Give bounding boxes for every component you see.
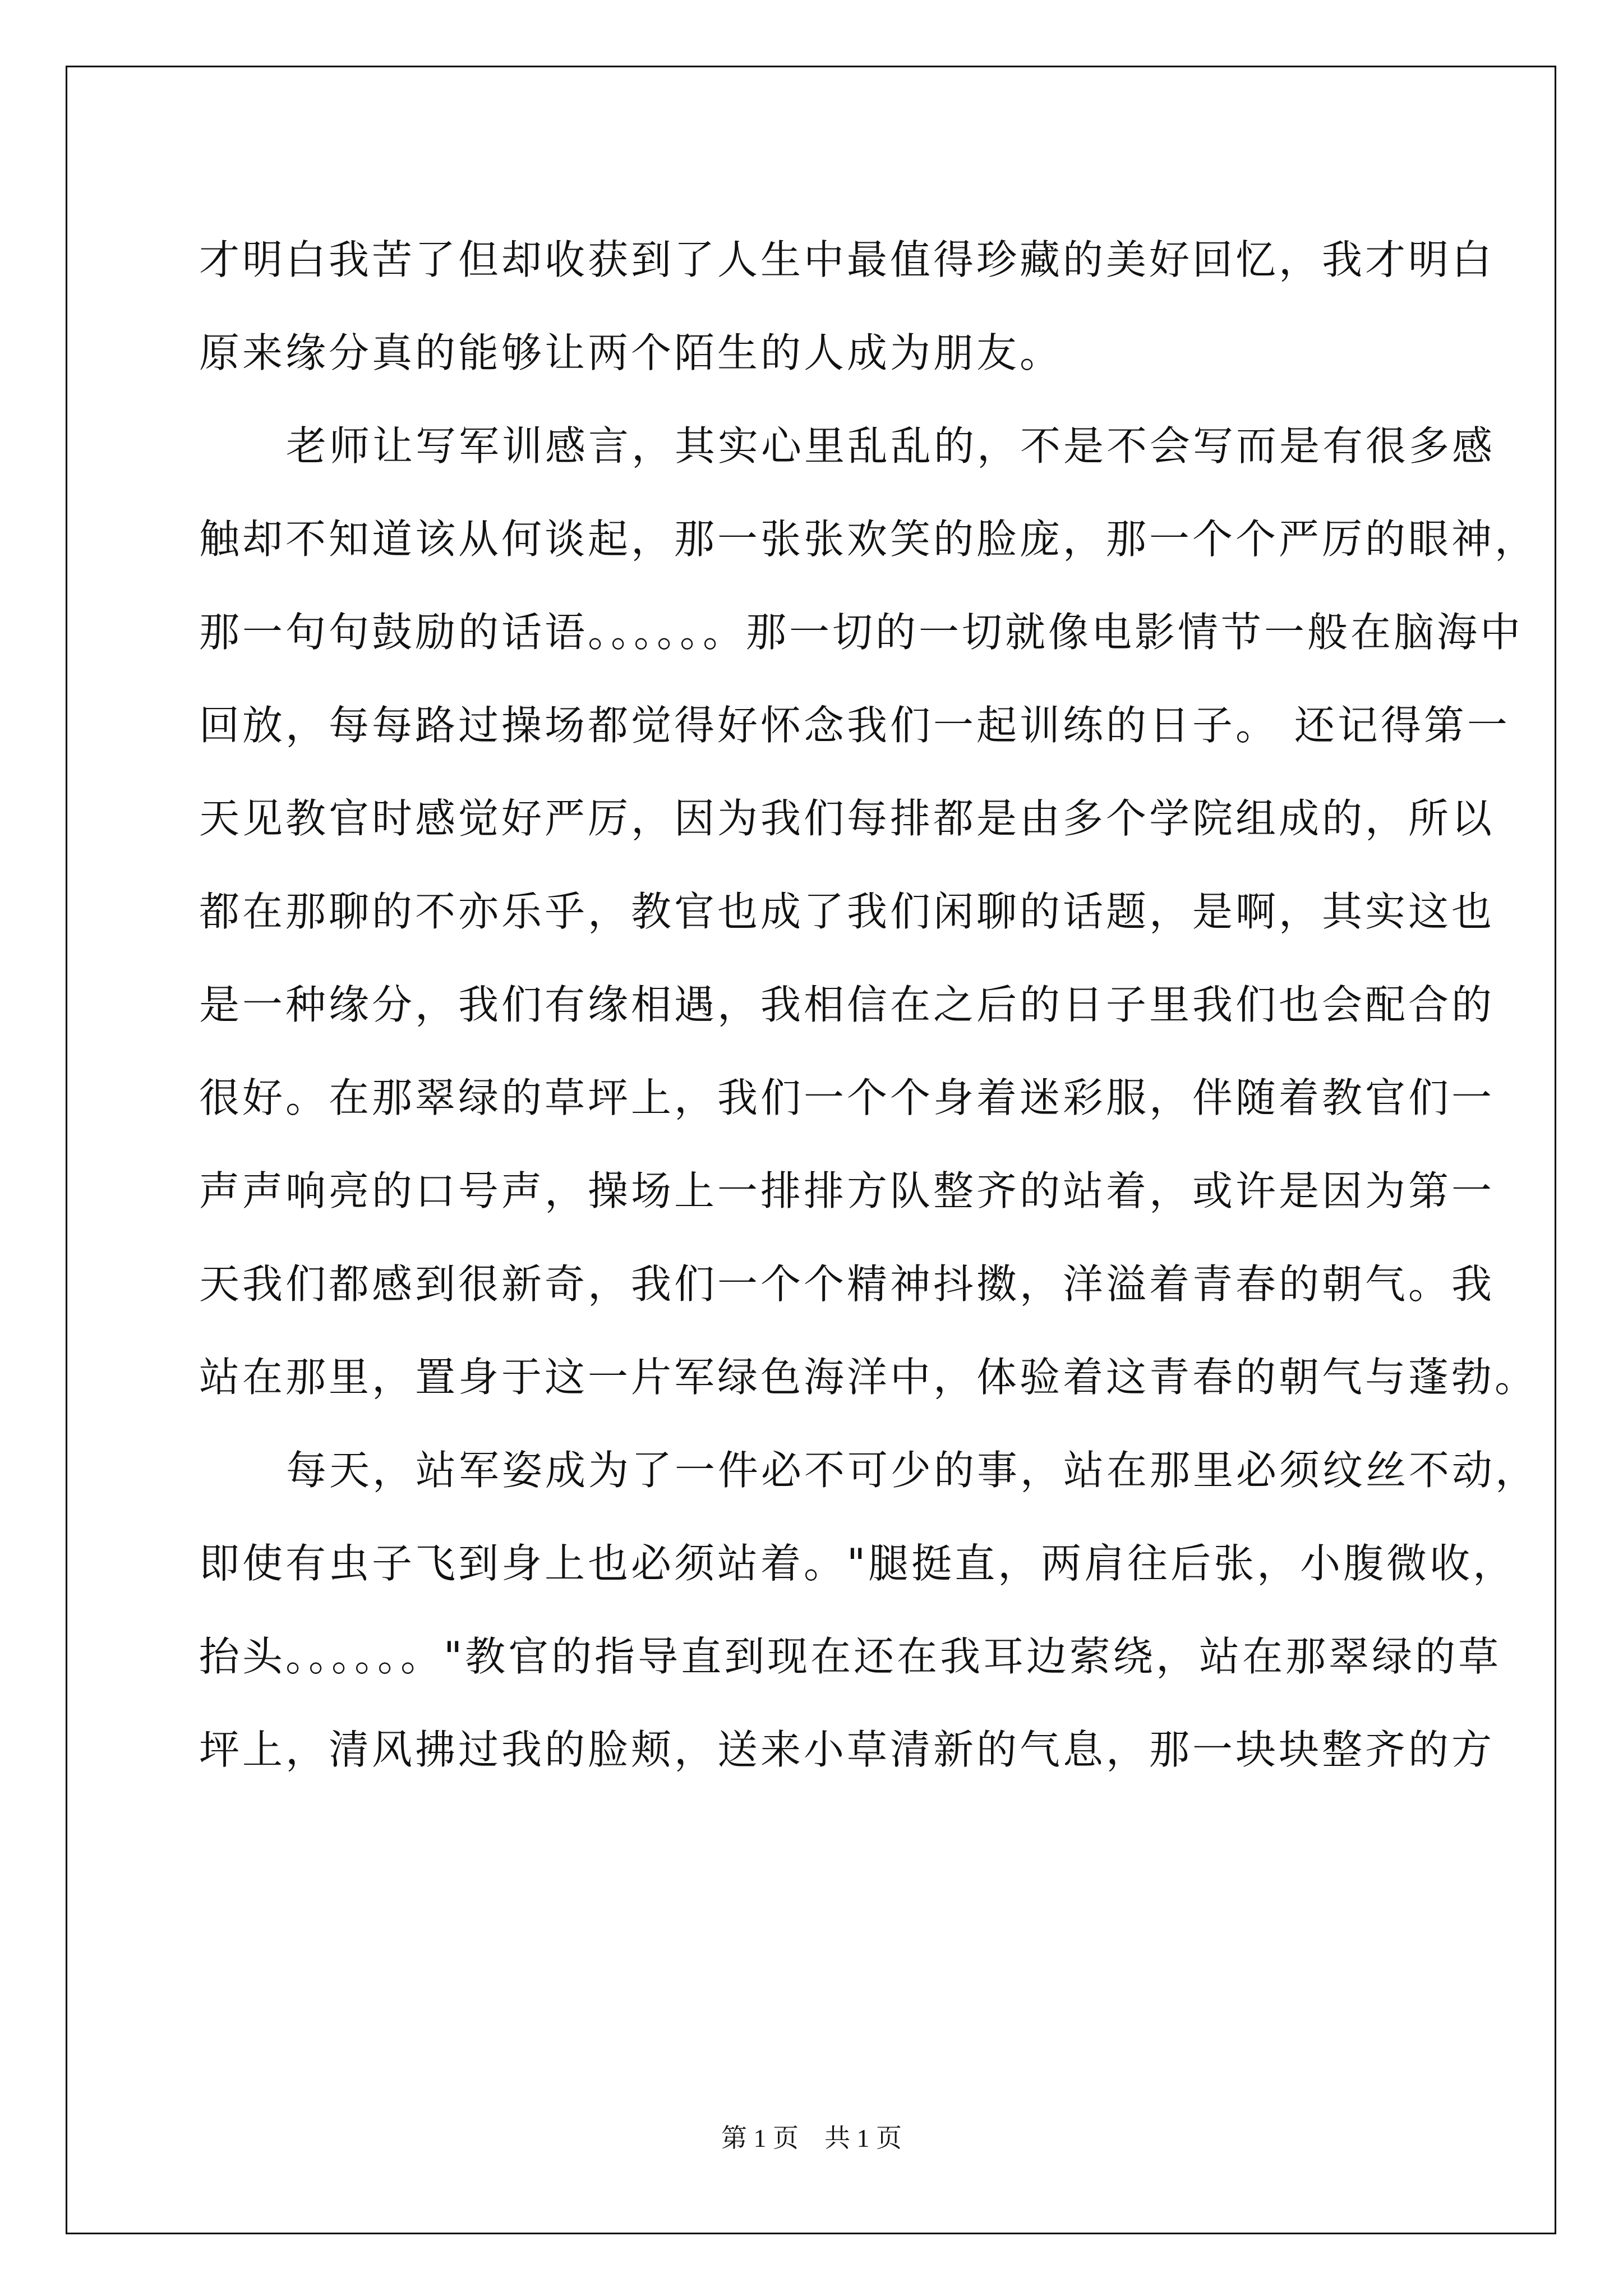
text-line: 原来缘分真的能够让两个陌生的人成为朋友。 <box>199 329 1063 376</box>
page-number: 第 1 页 共 1 页 <box>721 2124 902 2152</box>
text-line: 才明白我苦了但却收获到了人生中最值得珍藏的美好回忆，我才明白 <box>199 236 1495 283</box>
text-line: 都在那聊的不亦乐乎，教官也成了我们闲聊的话题，是啊，其实这也 <box>199 888 1495 935</box>
text-line: 坪上，清风拂过我的脸颊，送来小草清新的气息，那一块块整齐的方 <box>199 1726 1495 1773</box>
text-line: 站在那里，置身于这一片军绿色海洋中，体验着这青春的朝气与蓬勃。 <box>199 1354 1538 1401</box>
text-line: 天见教官时感觉好严厉，因为我们每排都是由多个学院组成的，所以 <box>199 795 1495 842</box>
paragraph-first-line: 老师让写军训感言，其实心里乱乱的，不是不会写而是有很多感 <box>286 422 1496 470</box>
text-line: 回放，每每路过操场都觉得好怀念我们一起训练的日子。 还记得第一 <box>199 702 1510 749</box>
paragraph-first-line: 每天，站军姿成为了一件必不可少的事，站在那里必须纹丝不动， <box>286 1447 1539 1494</box>
text-line: 声声响亮的口号声，操场上一排排方队整齐的站着，或许是因为第一 <box>199 1167 1495 1214</box>
text-line: 是一种缘分，我们有缘相遇，我相信在之后的日子里我们也会配合的 <box>199 981 1495 1028</box>
text-line: 那一句句鼓励的话语。。。。。。那一切的一切就像电影情节一般在脑海中 <box>199 609 1524 656</box>
text-line: 触却不知道该从何谈起，那一张张欢笑的脸庞，那一个个严厉的眼神， <box>199 516 1538 563</box>
text-line: 即使有虫子飞到身上也必须站着。"腿挺直，两肩往后张，小腹微收， <box>199 1540 1516 1587</box>
text-line: 很好。在那翠绿的草坪上，我们一个个身着迷彩服，伴随着教官们一 <box>199 1074 1495 1121</box>
text-line: 抬头。。。。。。"教官的指导直到现在还在我耳边萦绕，站在那翠绿的草 <box>199 1633 1502 1680</box>
document-body <box>199 213 1539 1796</box>
text-line: 天我们都感到很新奇，我们一个个精神抖擞，洋溢着青春的朝气。我 <box>199 1260 1495 1308</box>
